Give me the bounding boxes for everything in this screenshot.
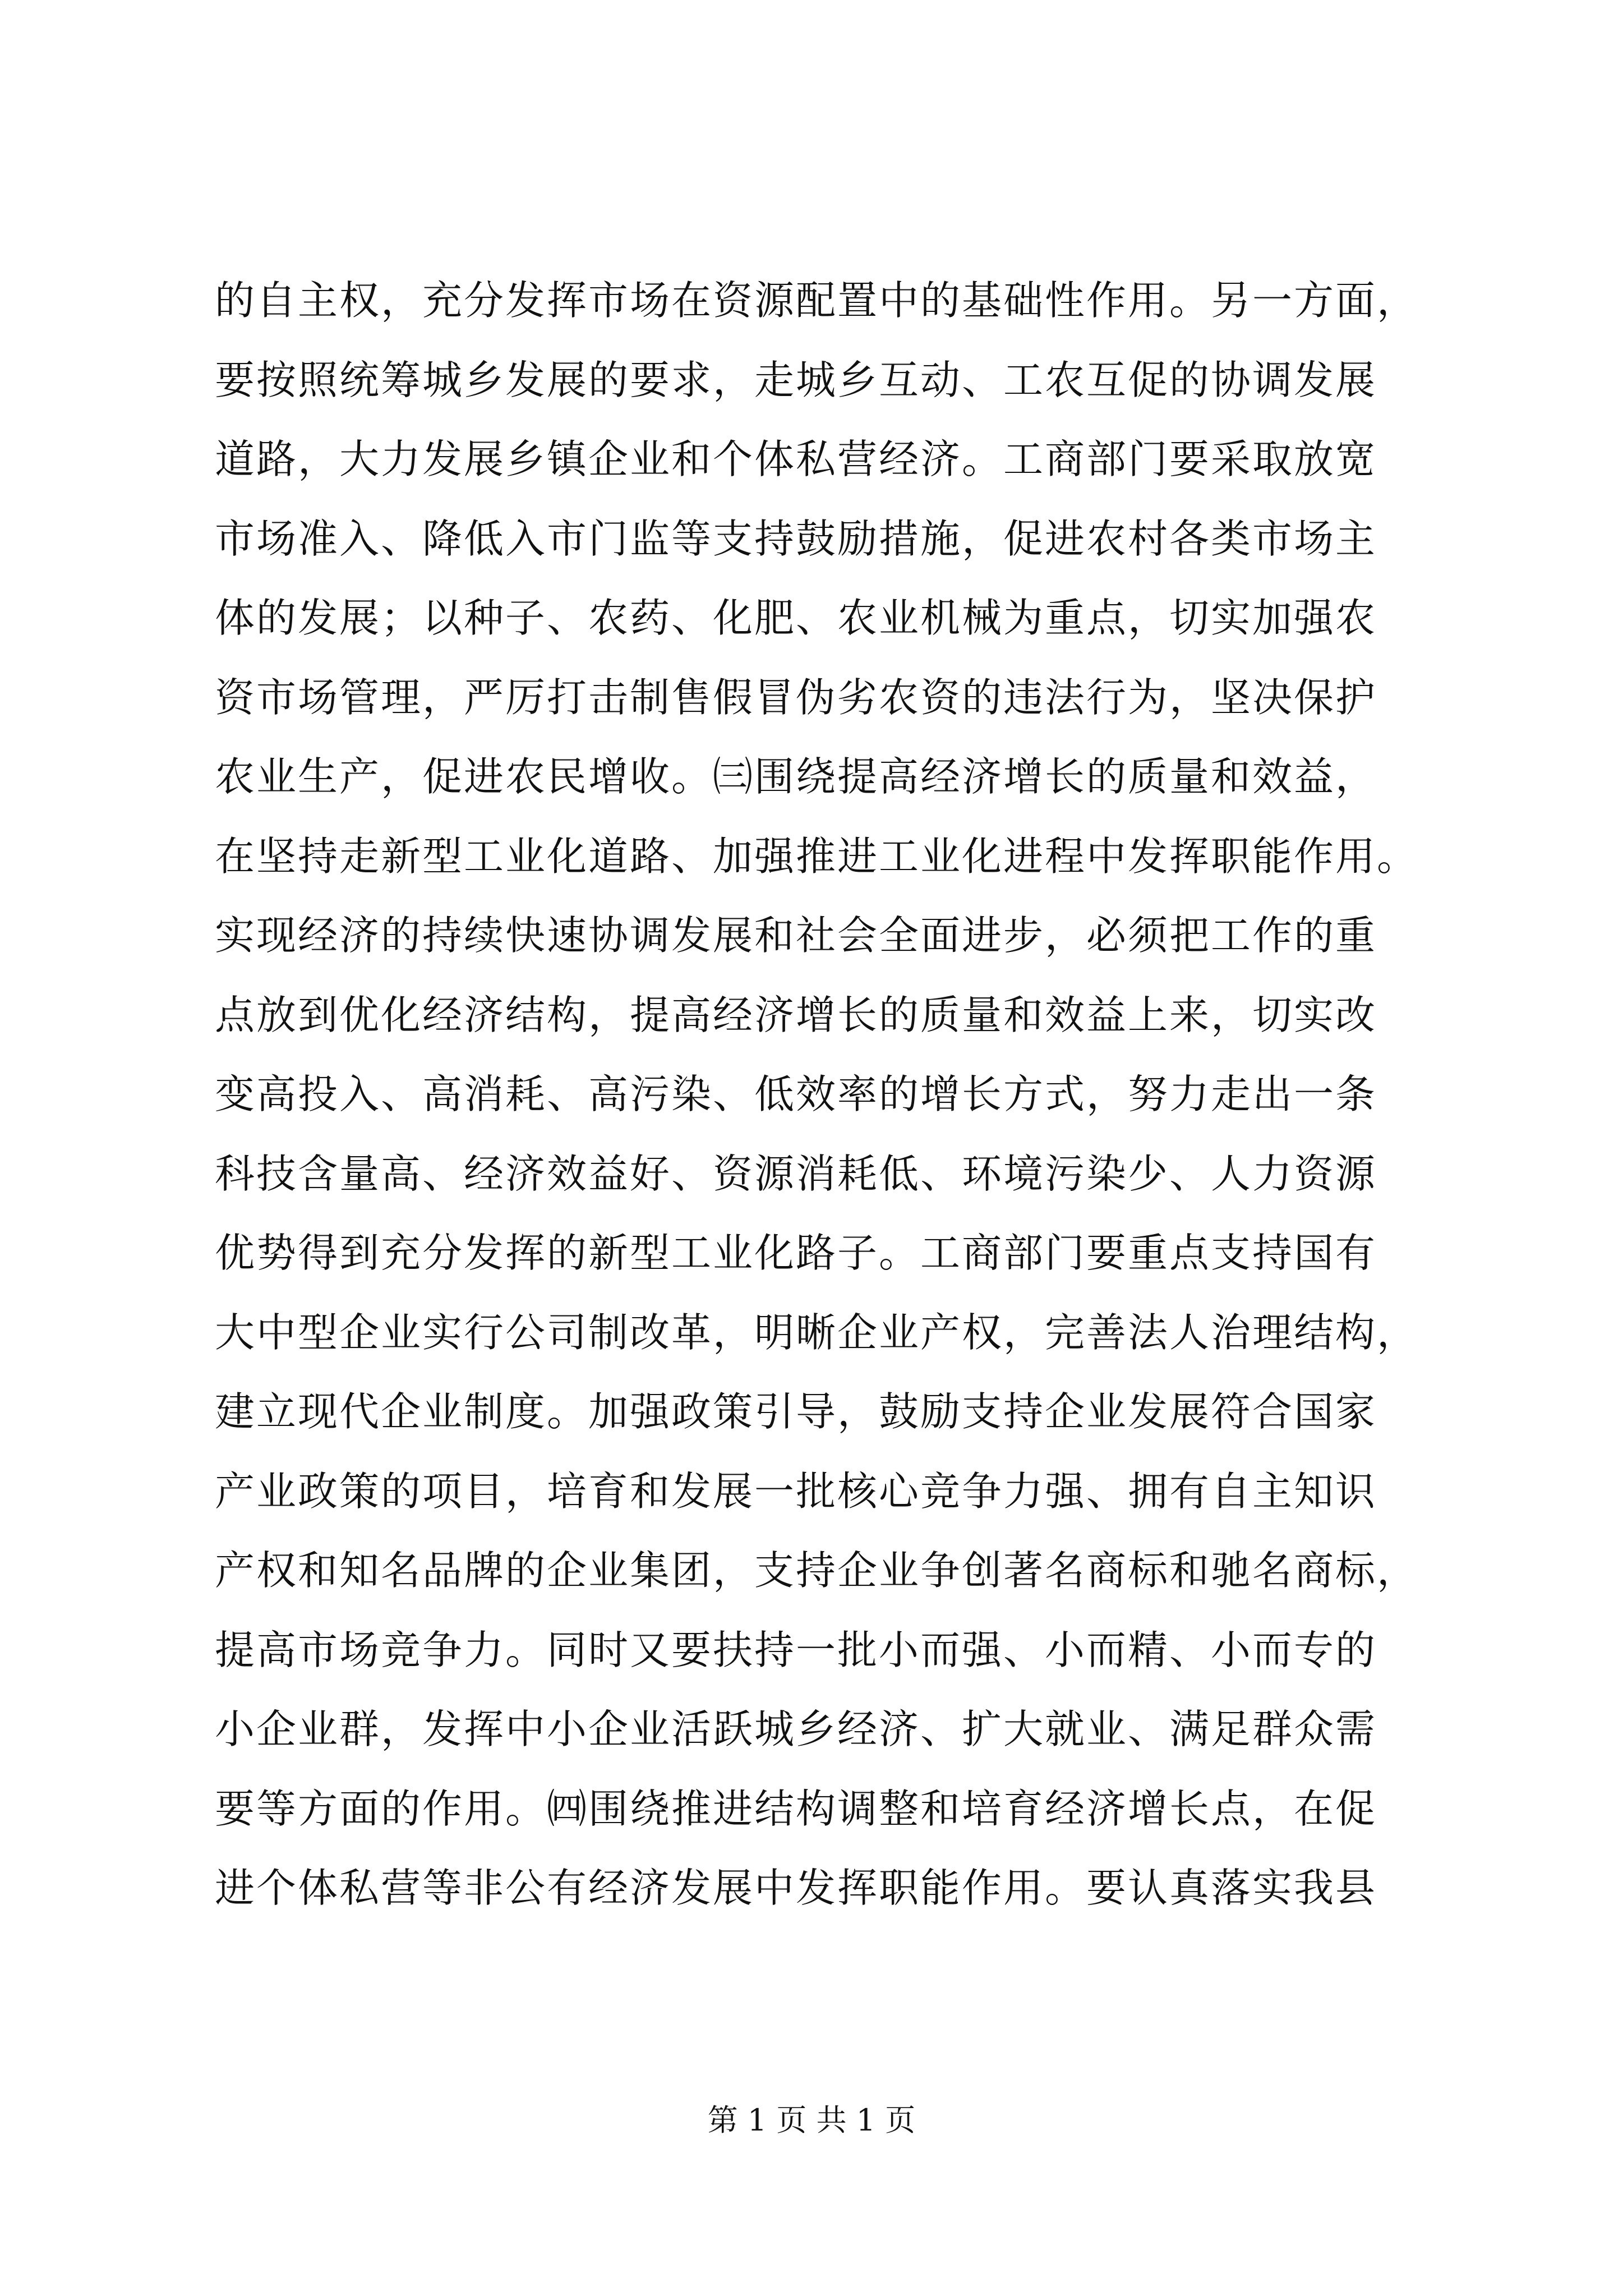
text-line: 进个体私营等非公有经济发展中发挥职能作用。要认真落实我县 — [215, 1865, 1377, 1911]
text-line: 资市场管理，严厉打击制售假冒伪劣农资的违法行为，坚决保护 — [215, 674, 1377, 721]
text-line: 要按照统筹城乡发展的要求，走城乡互动、工农互促的协调发展 — [215, 356, 1377, 403]
text-line: 产权和知名品牌的企业集团，支持企业争创著名商标和驰名商标， — [215, 1547, 1419, 1594]
text-line: 市场准入、降低入市门监等支持鼓励措施，促进农村各类市场主 — [215, 515, 1377, 562]
page-number: 第 1 页 共 1 页 — [707, 2102, 916, 2138]
text-line: 建立现代企业制度。加强政策引导，鼓励支持企业发展符合国家 — [215, 1388, 1377, 1435]
text-line: 变高投入、高消耗、高污染、低效率的增长方式，努力走出一条 — [215, 1071, 1377, 1117]
text-line: 在坚持走新型工业化道路、加强推进工业化进程中发挥职能作用。 — [215, 832, 1419, 880]
text-line: 产业政策的项目，培育和发展一批核心竞争力强、拥有自主知识 — [215, 1467, 1377, 1515]
text-line: 农业生产，促进农民增收。㈢围绕提高经济增长的质量和效益， — [215, 753, 1377, 800]
text-line: 科技含量高、经济效益好、资源消耗低、环境污染少、人力资源 — [215, 1150, 1377, 1197]
text-line: 点放到优化经济结构，提高经济增长的质量和效益上来，切实改 — [215, 991, 1377, 1038]
text-line: 的自主权，充分发挥市场在资源配置中的基础性作用。另一方面， — [215, 277, 1419, 324]
page-footer — [0, 2101, 1623, 2140]
text-line: 实现经济的持续快速协调发展和社会全面进步，必须把工作的重 — [215, 912, 1377, 959]
text-line: 优势得到充分发挥的新型工业化路子。工商部门要重点支持国有 — [215, 1230, 1377, 1276]
text-line: 要等方面的作用。㈣围绕推进结构调整和培育经济增长点，在促 — [215, 1785, 1377, 1832]
text-line: 小企业群，发挥中小企业活跃城乡经济、扩大就业、满足群众需 — [215, 1706, 1377, 1752]
text-line: 提高市场竞争力。同时又要扶持一批小而强、小而精、小而专的 — [215, 1626, 1377, 1673]
text-line: 道路，大力发展乡镇企业和个体私营经济。工商部门要采取放宽 — [215, 436, 1377, 482]
text-line: 大中型企业实行公司制改革，明晰企业产权，完善法人治理结构， — [215, 1309, 1419, 1356]
text-line: 体的发展；以种子、农药、化肥、农业机械为重点，切实加强农 — [215, 595, 1377, 641]
body-text — [215, 261, 1421, 1928]
